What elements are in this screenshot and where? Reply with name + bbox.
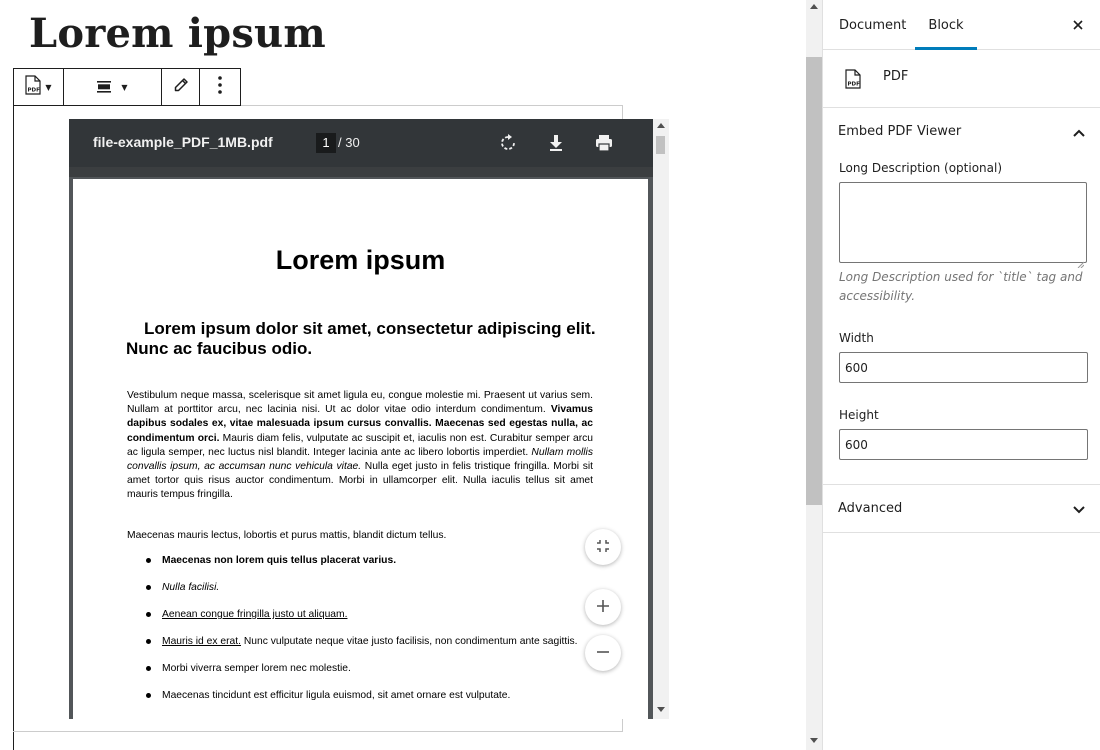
long-description-label: Long Description (optional) bbox=[839, 161, 1003, 175]
height-input[interactable]: 600 bbox=[839, 429, 1088, 460]
block-card-title: PDF bbox=[883, 69, 909, 84]
scroll-up-icon[interactable] bbox=[810, 4, 818, 9]
pdf-file-icon bbox=[845, 69, 861, 93]
pdf-file-icon bbox=[25, 75, 41, 99]
width-label: Width bbox=[839, 331, 874, 345]
scrollbar-thumb[interactable] bbox=[806, 57, 822, 505]
more-options-button[interactable] bbox=[200, 69, 240, 105]
block-outline bbox=[202, 105, 623, 106]
zoom-in-button[interactable] bbox=[585, 589, 621, 625]
print-icon[interactable] bbox=[593, 132, 615, 154]
zoom-out-button[interactable] bbox=[585, 635, 621, 671]
pencil-icon bbox=[173, 77, 189, 97]
list-item: Nulla facilisi. bbox=[127, 581, 607, 594]
list-item: Maecenas tincidunt est efficitur ligula euismod, sit amet ornare est vulputate. bbox=[127, 689, 607, 702]
block-outline bbox=[13, 731, 623, 732]
width-input[interactable]: 600 bbox=[839, 352, 1088, 383]
block-card bbox=[823, 50, 1100, 108]
tab-block[interactable]: Block bbox=[915, 0, 977, 50]
block-toolbar bbox=[13, 68, 241, 106]
pdf-toolbar-shadow bbox=[69, 167, 653, 177]
pdf-page-list bbox=[127, 554, 607, 716]
rotate-icon[interactable] bbox=[497, 132, 519, 154]
list-item: Morbi viverra semper lorem nec molestie. bbox=[127, 662, 607, 675]
pdf-page-paragraph: Maecenas mauris lectus, lobortis et purus mattis, blandit dictum tellus. bbox=[127, 530, 447, 541]
sidebar-tabs bbox=[823, 0, 1100, 50]
svg-text:PDF: PDF bbox=[847, 81, 860, 88]
panel-advanced-toggle[interactable] bbox=[823, 485, 1100, 533]
close-icon[interactable] bbox=[1069, 16, 1087, 34]
chevron-down-icon bbox=[1072, 502, 1086, 521]
block-selection-line bbox=[13, 68, 14, 750]
svg-text:PDF: PDF bbox=[27, 87, 41, 94]
pdf-viewer bbox=[69, 119, 669, 719]
pdf-page bbox=[73, 179, 648, 719]
settings-sidebar bbox=[822, 0, 1100, 750]
long-description-textarea[interactable] bbox=[839, 182, 1087, 263]
chevron-down-icon: ▼ bbox=[45, 82, 52, 92]
long-description-help: Long Description used for `title` tag and accessibility. bbox=[839, 270, 1083, 303]
post-title[interactable]: Lorem ipsum bbox=[29, 10, 326, 57]
panel-title: Advanced bbox=[838, 501, 903, 516]
list-item: Mauris id ex erat. Nunc vulputate neque vitae justo facilisis, non condimentum ante sagittis. bbox=[127, 635, 607, 648]
scroll-down-icon[interactable] bbox=[810, 738, 818, 743]
zoom-out-icon bbox=[596, 644, 610, 663]
chevron-up-icon bbox=[1072, 125, 1086, 144]
align-center-icon bbox=[97, 78, 111, 97]
tab-document[interactable]: Document bbox=[839, 18, 907, 33]
scrollbar-thumb[interactable] bbox=[656, 136, 665, 154]
list-item: Aenean congue fringilla justo ut aliquam. bbox=[127, 608, 607, 621]
pdf-page-heading: Lorem ipsum dolor sit amet, consectetur adipiscing elit. Nunc ac faucibus odio. bbox=[126, 319, 596, 358]
more-vertical-icon bbox=[218, 76, 222, 98]
pdf-page-paragraph: Vestibulum neque massa, scelerisque sit amet ligula eu, congue molestie mi. Praesent ut varius sem. Nullam at porttitor arcu, nec lacinia nisi. Ut ac dolor vitae odio interdum condimentum. Vivamus dapibus sodales ex, vitae malesuada ipsum cursus convallis. Maecenas sed egestas nulla, ac condimentum orci. Mauris diam felis, vulputate ac suscipit et, iaculis non est. Curabitur semper arcu ac ligula semper, nec luctus nisl blandit. Integer lacinia ante ac libero lobortis imperdiet. Nullam mollis convallis ipsum, ac accumsan nunc vehicula vitae. Nulla eget justo in felis tristique fringilla. Morbi sit amet tortor quis risus auctor condimentum. Morbi in ullamcorper elit. Nulla iaculis tellus sit amet mauris tempus fringilla. bbox=[127, 390, 593, 501]
chevron-down-icon: ▼ bbox=[121, 82, 128, 92]
page-number-input[interactable]: 1 bbox=[316, 133, 336, 153]
divider bbox=[823, 532, 1100, 533]
fit-page-button[interactable] bbox=[585, 529, 621, 565]
height-label: Height bbox=[839, 408, 879, 422]
fit-page-icon bbox=[596, 538, 610, 557]
pdf-file-name: file-example_PDF_1MB.pdf bbox=[93, 134, 273, 150]
editor-scrollbar[interactable] bbox=[806, 0, 822, 750]
download-icon[interactable] bbox=[545, 132, 567, 154]
panel-title: Embed PDF Viewer bbox=[838, 124, 962, 139]
pdf-toolbar bbox=[69, 119, 653, 167]
edit-button[interactable] bbox=[162, 69, 200, 105]
pdf-scrollbar[interactable] bbox=[653, 119, 669, 719]
pdf-page-title: Lorem ipsum bbox=[275, 245, 446, 275]
scroll-up-icon[interactable] bbox=[657, 123, 665, 128]
resize-grip-icon[interactable] bbox=[1077, 253, 1084, 260]
align-button[interactable] bbox=[64, 69, 162, 105]
list-item: Maecenas non lorem quis tellus placerat varius. bbox=[127, 554, 607, 567]
scroll-down-icon[interactable] bbox=[657, 707, 665, 712]
panel-embed-pdf-viewer-toggle[interactable] bbox=[823, 108, 1100, 156]
block-type-switcher[interactable] bbox=[14, 69, 64, 105]
page-total: / 30 bbox=[338, 135, 360, 150]
zoom-in-icon bbox=[596, 598, 610, 617]
